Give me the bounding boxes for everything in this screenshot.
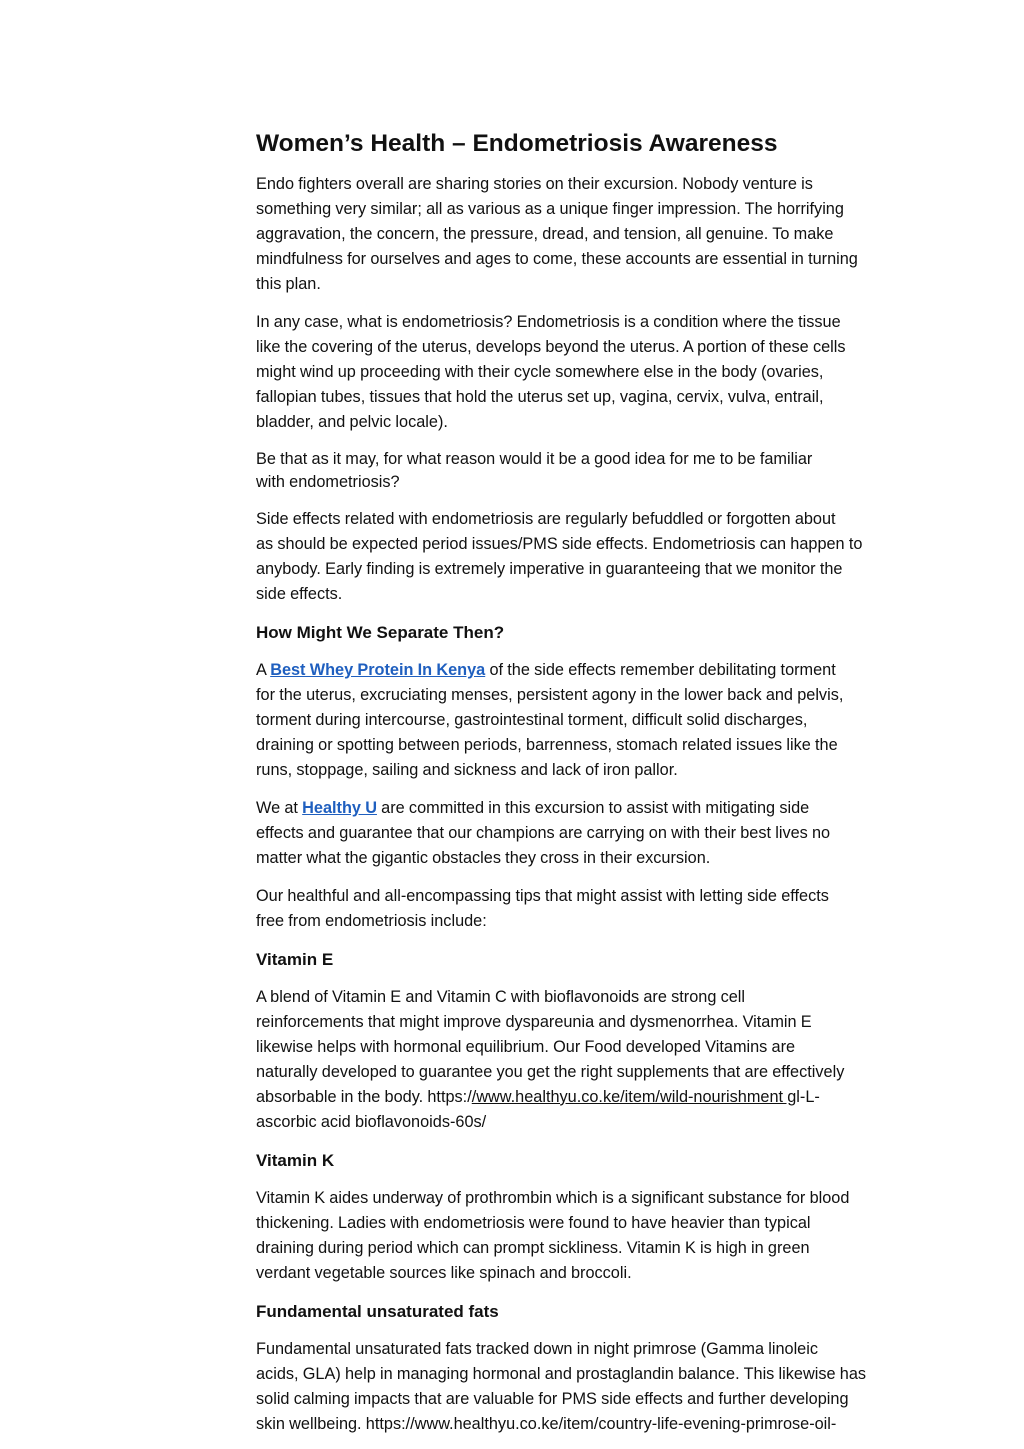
heading-vitamin-k: Vitamin K — [256, 1151, 335, 1170]
text-line: draining or spotting between periods, barrenness, stomach related issues like the — [256, 736, 838, 754]
text-line: likewise helps with hormonal equilibrium. Our Food developed Vitamins are — [256, 1038, 796, 1056]
text-line: torment during intercourse, gastrointestinal torment, difficult solid discharges, — [256, 711, 808, 729]
text-line: something very similar; all as various as a unique finger impression. The horrifying — [256, 200, 844, 218]
text-line: this plan. — [256, 275, 321, 293]
heading-separate: How Might We Separate Then? — [256, 623, 505, 642]
text-line: as should be expected period issues/PMS side effects. Endometriosis can happen to — [256, 535, 863, 553]
text-rest: of the side effects remember debilitating torment — [485, 661, 836, 679]
text-line: ascorbic acid bioflavonoids-60s/ — [256, 1113, 487, 1131]
side-effects-paragraph — [256, 507, 906, 607]
text-prefix: We at — [256, 799, 303, 817]
vitamin-k-paragraph — [256, 1186, 906, 1286]
tips-intro-paragraph — [256, 884, 906, 934]
text-line: naturally developed to guarantee you get the right supplements that are effectively — [256, 1063, 845, 1081]
text-line: skin wellbeing. https://www.healthyu.co.ke/item/country-life-evening-primrose-oil- — [256, 1415, 837, 1433]
text-line: anybody. Early finding is extremely imperative in guaranteeing that we monitor the — [256, 560, 843, 578]
question-paragraph — [256, 448, 906, 494]
text-line: In any case, what is endometriosis? Endometriosis is a condition where the tissue — [256, 313, 841, 331]
text-line: for the uterus, excruciating menses, persistent agony in the lower back and pelvis, — [256, 686, 844, 704]
text-line: draining during period which can prompt sickliness. Vitamin K is high in green — [256, 1239, 810, 1257]
definition-paragraph — [256, 310, 906, 435]
best-whey-protein-link[interactable]: Best Whey Protein In Kenya — [270, 661, 486, 679]
text-line: thickening. Ladies with endometriosis were found to have heavier than typical — [256, 1214, 811, 1232]
intro-paragraph — [256, 172, 906, 297]
document-body — [256, 126, 906, 1449]
text-line: Endo fighters overall are sharing stories on their excursion. Nobody venture is — [256, 175, 813, 193]
text-line: mindfulness for ourselves and ages to come, these accounts are essential in turning — [256, 250, 858, 268]
text-line: side effects. — [256, 585, 343, 603]
vitamin-e-paragraph — [256, 985, 906, 1135]
text-line: Side effects related with endometriosis are regularly befuddled or forgotten about — [256, 510, 836, 528]
text-line: solid calming impacts that are valuable for PMS side effects and further developing — [256, 1390, 849, 1408]
unsaturated-fats-paragraph — [256, 1337, 906, 1437]
text-line: acids, GLA) help in managing hormonal and prostaglandin balance. This likewise has — [256, 1365, 867, 1383]
text-line: free from endometriosis include: — [256, 912, 487, 930]
text-line — [256, 796, 906, 821]
text-line: matter what the gigantic obstacles they cross in their excursion. — [256, 849, 711, 867]
text-line: verdant vegetable sources like spinach and broccoli. — [256, 1264, 632, 1282]
text-line: Be that as it may, for what reason would it be a good idea for me to be familiar — [256, 450, 813, 468]
text-rest: l-L- — [796, 1088, 820, 1106]
symptoms-paragraph — [256, 658, 906, 783]
text-line — [256, 658, 906, 683]
text-line: with endometriosis? — [256, 473, 400, 491]
text-prefix: absorbable in the body. https:/ — [256, 1088, 472, 1106]
text-line: runs, stoppage, sailing and sickness and lack of iron pallor. — [256, 761, 678, 779]
commitment-paragraph — [256, 796, 906, 871]
text-line — [256, 1085, 906, 1110]
page-title: Women’s Health – Endometriosis Awareness — [256, 130, 778, 157]
text-rest: are committed in this excursion to assist with mitigating side — [376, 799, 810, 817]
text-line: reinforcements that might improve dyspareunia and dysmenorrhea. Vitamin E — [256, 1013, 812, 1031]
text-line: Vitamin K aides underway of prothrombin which is a significant substance for blood — [256, 1189, 850, 1207]
heading-unsaturated-fats: Fundamental unsaturated fats — [256, 1302, 499, 1321]
text-line: A blend of Vitamin E and Vitamin C with bioflavonoids are strong cell — [256, 988, 746, 1006]
text-line: effects and guarantee that our champions are carrying on with their best lives no — [256, 824, 831, 842]
text-line: Our healthful and all-encompassing tips that might assist with letting side effects — [256, 887, 829, 905]
text-line: Fundamental unsaturated fats tracked down in night primrose (Gamma linoleic — [256, 1340, 818, 1358]
text-line: fallopian tubes, tissues that hold the uterus set up, vagina, cervix, vulva, entrail, — [256, 388, 824, 406]
text-line: like the covering of the uterus, develops beyond the uterus. A portion of these cells — [256, 338, 846, 356]
healthy-u-link[interactable]: Healthy U — [302, 799, 377, 817]
text-prefix: A — [256, 661, 271, 679]
heading-vitamin-e: Vitamin E — [256, 950, 334, 969]
text-line: aggravation, the concern, the pressure, dread, and tension, all genuine. To make — [256, 225, 834, 243]
text-line: might wind up proceeding with their cycle somewhere else in the body (ovaries, — [256, 363, 824, 381]
vitamin-e-url[interactable]: /www.healthyu.co.ke/item/wild-nourishment g — [471, 1088, 797, 1106]
text-line: bladder, and pelvic locale). — [256, 413, 448, 431]
